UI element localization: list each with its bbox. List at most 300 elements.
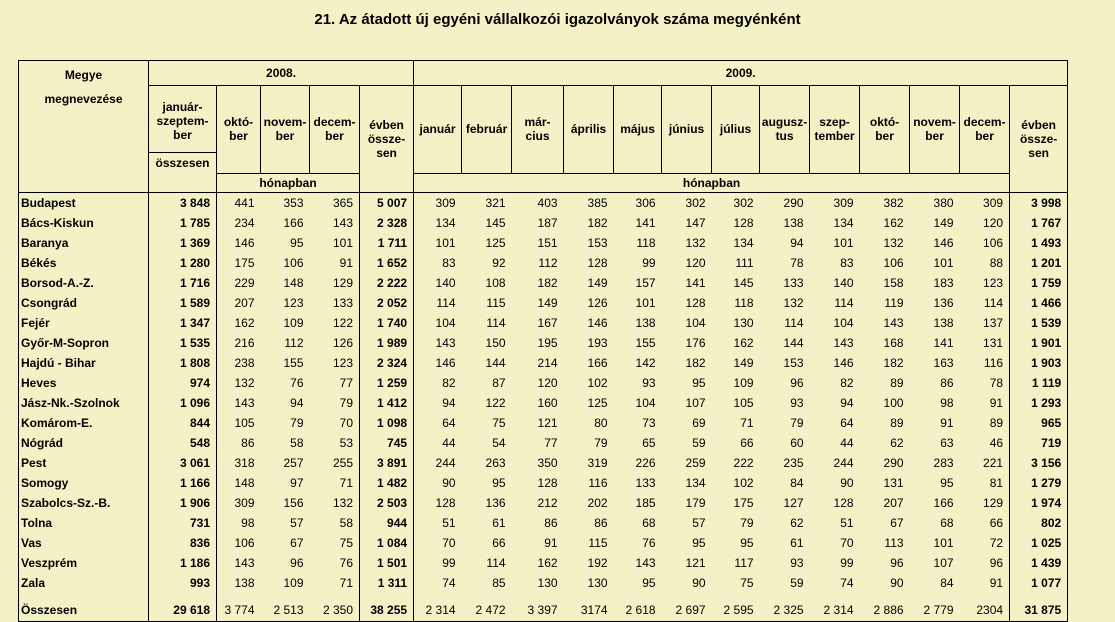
value-cell: 1 535: [149, 333, 217, 353]
value-cell: 57: [290, 515, 304, 530]
table-row: [19, 453, 1068, 473]
value-cell: 114: [486, 555, 506, 570]
value-cell: 844: [149, 413, 217, 433]
value-cell: 207: [883, 495, 904, 510]
value-cell: 70: [840, 535, 854, 550]
value-cell: 321: [485, 195, 506, 210]
month-2009-header: októ- ber: [860, 86, 910, 174]
year-total-cell: 1 759: [1010, 273, 1068, 293]
county-name: Szabolcs-Sz.-B.: [19, 493, 149, 513]
value-cell: 74: [840, 575, 854, 590]
value-cell: 58: [290, 435, 304, 450]
value-cell: 94: [442, 395, 456, 410]
value-cell: 234: [234, 215, 255, 230]
year-total-cell: 1 501: [360, 553, 414, 573]
year-total-cell: 1 311: [360, 573, 414, 593]
value-cell: 95: [642, 575, 656, 590]
value-cell: 238: [234, 355, 255, 370]
value-cell: 74: [442, 575, 456, 590]
value-cell: 290: [883, 455, 904, 470]
table-row: [19, 253, 1068, 273]
value-cell: 114: [834, 295, 854, 310]
value-cell: 148: [283, 275, 304, 290]
value-cell: 104: [685, 315, 706, 330]
value-cell: 993: [149, 573, 217, 593]
month-2009-header: augusz- tus: [760, 86, 810, 174]
value-cell: 89: [960, 413, 1010, 433]
value-cell: 143: [635, 555, 656, 570]
value-cell: 86: [241, 435, 255, 450]
year-total-cell: 1 279: [1010, 473, 1068, 493]
value-cell: 101: [310, 233, 360, 253]
value-cell: 1 347: [149, 313, 217, 333]
data-table-container: [18, 60, 1068, 622]
value-cell: 132: [234, 375, 255, 390]
value-cell: 143: [310, 213, 360, 233]
value-cell: 141: [933, 335, 954, 350]
year-total-cell: 1 466: [1010, 293, 1068, 313]
year-total-cell: 1 901: [1010, 333, 1068, 353]
year-total-cell: 1 740: [360, 313, 414, 333]
value-cell: 85: [492, 575, 506, 590]
value-cell: 71: [310, 473, 360, 493]
county-name: Zala: [19, 573, 149, 593]
county-name: Tolna: [19, 513, 149, 533]
value-cell: 120: [685, 255, 706, 270]
value-cell: 2 697: [662, 593, 712, 622]
year-total-cell: 3 891: [360, 453, 414, 473]
value-cell: 126: [587, 295, 608, 310]
value-cell: 75: [492, 415, 506, 430]
year-total-cell: 1 098: [360, 413, 414, 433]
value-cell: 3174: [564, 593, 614, 622]
value-cell: 120: [960, 213, 1010, 233]
year-total-cell: 1 077: [1010, 573, 1068, 593]
value-cell: 226: [635, 455, 656, 470]
year-total-cell: 38 255: [360, 593, 414, 622]
value-cell: 2 314: [810, 593, 860, 622]
value-cell: 106: [960, 233, 1010, 253]
value-cell: 91: [940, 415, 954, 430]
jan-sep-total-header: összesen: [149, 153, 217, 174]
value-cell: 111: [735, 255, 754, 270]
value-cell: 113: [884, 535, 904, 550]
county-header: Megye megnevezése: [19, 61, 149, 193]
value-cell: 60: [790, 435, 804, 450]
value-cell: 70: [310, 413, 360, 433]
county-name: Csongrád: [19, 293, 149, 313]
value-cell: 175: [733, 495, 754, 510]
value-cell: 143: [234, 555, 255, 570]
value-cell: 244: [833, 455, 854, 470]
value-cell: 109: [733, 375, 754, 390]
value-cell: 166: [283, 215, 304, 230]
value-cell: 75: [310, 533, 360, 553]
value-cell: 106: [234, 535, 255, 550]
value-cell: 86: [544, 515, 558, 530]
value-cell: 90: [890, 575, 904, 590]
value-cell: 156: [283, 495, 304, 510]
value-cell: 163: [933, 355, 954, 370]
value-cell: 2 886: [860, 593, 910, 622]
value-cell: 259: [685, 455, 706, 470]
value-cell: 1 186: [149, 553, 217, 573]
table-row: [19, 273, 1068, 293]
value-cell: 112: [538, 255, 558, 270]
value-cell: 146: [587, 315, 608, 330]
value-cell: 123: [283, 295, 304, 310]
value-cell: 175: [234, 255, 255, 270]
month-2009-header: június: [662, 86, 712, 174]
value-cell: 69: [692, 415, 706, 430]
value-cell: 2 472: [462, 593, 512, 622]
value-cell: 187: [537, 215, 558, 230]
value-cell: 78: [960, 373, 1010, 393]
value-cell: 309: [435, 195, 456, 210]
year-total-cell: 2 052: [360, 293, 414, 313]
value-cell: 143: [833, 335, 854, 350]
value-cell: 121: [537, 415, 558, 430]
value-cell: 1 096: [149, 393, 217, 413]
value-cell: 182: [587, 215, 608, 230]
year-total-cell: 965: [1010, 413, 1068, 433]
value-cell: 93: [790, 395, 804, 410]
value-cell: 91: [310, 253, 360, 273]
table-row: [19, 533, 1068, 553]
value-cell: 138: [933, 315, 954, 330]
value-cell: 127: [783, 495, 804, 510]
value-cell: 94: [790, 235, 804, 250]
value-cell: 153: [587, 235, 608, 250]
value-cell: 108: [485, 275, 506, 290]
county-name: Borsod-A.-Z.: [19, 273, 149, 293]
table-row: [19, 293, 1068, 313]
table-row: [19, 313, 1068, 333]
value-cell: 118: [734, 295, 754, 310]
year-total-cell: 944: [360, 513, 414, 533]
value-cell: 95: [692, 375, 706, 390]
value-cell: 96: [290, 555, 304, 570]
value-cell: 134: [733, 235, 754, 250]
value-cell: 114: [784, 315, 804, 330]
year-total-cell: 1 259: [360, 373, 414, 393]
value-cell: 121: [685, 555, 706, 570]
table-row: [19, 493, 1068, 513]
value-cell: 116: [960, 353, 1010, 373]
value-cell: 71: [740, 415, 754, 430]
value-cell: 836: [149, 533, 217, 553]
value-cell: 109: [283, 315, 304, 330]
value-cell: 119: [884, 295, 904, 310]
value-cell: 1 716: [149, 273, 217, 293]
value-cell: 122: [310, 313, 360, 333]
value-cell: 29 618: [149, 593, 217, 622]
value-cell: 61: [790, 535, 804, 550]
value-cell: 193: [587, 335, 608, 350]
value-cell: 302: [685, 195, 706, 210]
value-cell: 123: [310, 353, 360, 373]
value-cell: 131: [883, 475, 904, 490]
value-cell: 118: [636, 235, 656, 250]
year-total-cell: 2 324: [360, 353, 414, 373]
value-cell: 101: [933, 535, 954, 550]
value-cell: 98: [241, 515, 255, 530]
year-total-cell: 1 293: [1010, 393, 1068, 413]
value-cell: 319: [587, 455, 608, 470]
value-cell: 138: [635, 315, 656, 330]
value-cell: 179: [685, 495, 706, 510]
year-total-cell: 2 503: [360, 493, 414, 513]
value-cell: 96: [890, 555, 904, 570]
value-cell: 158: [883, 275, 904, 290]
county-name: Bács-Kiskun: [19, 213, 149, 233]
table-row: [19, 553, 1068, 573]
value-cell: 167: [537, 315, 558, 330]
value-cell: 131: [960, 333, 1010, 353]
table-row: [19, 413, 1068, 433]
value-cell: 146: [833, 355, 854, 370]
value-cell: 94: [290, 395, 304, 410]
value-cell: 128: [685, 295, 706, 310]
value-cell: 182: [883, 355, 904, 370]
value-cell: 136: [933, 295, 954, 310]
value-cell: 76: [642, 535, 656, 550]
value-cell: 95: [740, 535, 754, 550]
county-name: Összesen: [19, 593, 149, 622]
value-cell: 166: [587, 355, 608, 370]
value-cell: 126: [310, 333, 360, 353]
value-cell: 133: [783, 275, 804, 290]
value-cell: 162: [883, 215, 904, 230]
value-cell: 128: [733, 215, 754, 230]
value-cell: 66: [492, 535, 506, 550]
value-cell: 142: [635, 355, 656, 370]
value-cell: 133: [635, 475, 656, 490]
value-cell: 148: [234, 475, 255, 490]
value-cell: 90: [692, 575, 706, 590]
value-cell: 143: [435, 335, 456, 350]
value-cell: 132: [685, 235, 706, 250]
year-total-cell: 3 156: [1010, 453, 1068, 473]
year-total-cell: 1 767: [1010, 213, 1068, 233]
value-cell: 283: [933, 455, 954, 470]
value-cell: 87: [492, 375, 506, 390]
value-cell: 146: [933, 235, 954, 250]
value-cell: 353: [283, 195, 304, 210]
value-cell: 2 513: [261, 593, 310, 622]
value-cell: 130: [537, 575, 558, 590]
value-cell: 130: [587, 575, 608, 590]
table-row: [19, 373, 1068, 393]
value-cell: 141: [635, 215, 656, 230]
value-cell: 2 350: [310, 593, 360, 622]
honapban-2009-label: hónapban: [414, 173, 1010, 192]
value-cell: 44: [840, 435, 854, 450]
value-cell: 214: [537, 355, 558, 370]
value-cell: 95: [290, 235, 304, 250]
value-cell: 66: [740, 435, 754, 450]
year-total-cell: 1 903: [1010, 353, 1068, 373]
value-cell: 95: [940, 475, 954, 490]
value-cell: 129: [310, 273, 360, 293]
value-cell: 2 779: [910, 593, 960, 622]
value-cell: 46: [960, 433, 1010, 453]
value-cell: 548: [149, 433, 217, 453]
value-cell: 192: [587, 555, 608, 570]
value-cell: 140: [435, 275, 456, 290]
value-cell: 101: [833, 235, 854, 250]
value-cell: 182: [537, 275, 558, 290]
county-name: Budapest: [19, 192, 149, 213]
year-total-cell: 1 439: [1010, 553, 1068, 573]
value-cell: 182: [685, 355, 706, 370]
value-cell: 150: [485, 335, 506, 350]
value-cell: 61: [492, 515, 506, 530]
value-cell: 77: [310, 373, 360, 393]
value-cell: 3 061: [149, 453, 217, 473]
value-cell: 107: [933, 555, 954, 570]
value-cell: 1 280: [149, 253, 217, 273]
page-title: 21. Az átadott új egyéni vállalkozói igazolványok száma megyénként: [314, 11, 801, 28]
value-cell: 86: [594, 515, 608, 530]
value-cell: 83: [442, 255, 456, 270]
month-2009-header: április: [564, 86, 614, 174]
value-cell: 81: [960, 473, 1010, 493]
value-cell: 137: [960, 313, 1010, 333]
value-cell: 101: [635, 295, 656, 310]
county-name: Nógrád: [19, 433, 149, 453]
value-cell: 162: [537, 555, 558, 570]
value-cell: 136: [485, 495, 506, 510]
value-cell: 90: [442, 475, 456, 490]
value-cell: 101: [933, 255, 954, 270]
year-total-cell: 1 493: [1010, 233, 1068, 253]
value-cell: 104: [833, 315, 854, 330]
value-cell: 1 166: [149, 473, 217, 493]
year-total-2009-header: évben össze- sen: [1010, 86, 1068, 193]
value-cell: 128: [587, 255, 608, 270]
county-name: Veszprém: [19, 553, 149, 573]
value-cell: 140: [833, 275, 854, 290]
value-cell: 143: [234, 395, 255, 410]
value-cell: 1 369: [149, 233, 217, 253]
value-cell: 149: [933, 215, 954, 230]
value-cell: 216: [234, 335, 255, 350]
value-cell: 79: [310, 393, 360, 413]
value-cell: 115: [588, 535, 608, 550]
county-name: Fejér: [19, 313, 149, 333]
year-2009-header: 2009.: [414, 61, 1068, 86]
value-cell: 99: [840, 555, 854, 570]
value-cell: 114: [436, 295, 456, 310]
value-cell: 68: [940, 515, 954, 530]
value-cell: 123: [960, 273, 1010, 293]
year-total-cell: 5 007: [360, 192, 414, 213]
table-row: [19, 473, 1068, 493]
value-cell: 59: [790, 575, 804, 590]
value-cell: 138: [234, 575, 255, 590]
value-cell: 107: [685, 395, 706, 410]
month-2009-header: május: [614, 86, 662, 174]
value-cell: 92: [492, 255, 506, 270]
month-2009-header: február: [462, 86, 512, 174]
county-name: Baranya: [19, 233, 149, 253]
value-cell: 93: [790, 555, 804, 570]
value-cell: 91: [960, 393, 1010, 413]
value-cell: 162: [234, 315, 255, 330]
value-cell: 66: [960, 513, 1010, 533]
value-cell: 79: [740, 515, 754, 530]
value-cell: 51: [442, 515, 456, 530]
value-cell: 64: [840, 415, 854, 430]
year-total-cell: 1 025: [1010, 533, 1068, 553]
value-cell: 128: [537, 475, 558, 490]
month-2008-header: decem- ber: [310, 86, 360, 174]
value-cell: 96: [790, 375, 804, 390]
month-2008-header: októ- ber: [217, 86, 261, 174]
year-total-cell: 1 989: [360, 333, 414, 353]
value-cell: 71: [310, 573, 360, 593]
table-row: [19, 192, 1068, 213]
value-cell: 302: [733, 195, 754, 210]
value-cell: 73: [642, 415, 656, 430]
value-cell: 146: [435, 355, 456, 370]
value-cell: 95: [492, 475, 506, 490]
value-cell: 53: [310, 433, 360, 453]
value-cell: 91: [544, 535, 558, 550]
value-cell: 99: [642, 255, 656, 270]
value-cell: 44: [442, 435, 456, 450]
value-cell: 133: [310, 293, 360, 313]
value-cell: 244: [435, 455, 456, 470]
value-cell: 350: [537, 455, 558, 470]
value-cell: 102: [587, 375, 608, 390]
year-total-cell: 1 539: [1010, 313, 1068, 333]
month-2009-header: szep- tember: [810, 86, 860, 174]
value-cell: 84: [940, 575, 954, 590]
value-cell: 162: [733, 335, 754, 350]
value-cell: 105: [733, 395, 754, 410]
value-cell: 75: [740, 575, 754, 590]
value-cell: 84: [790, 475, 804, 490]
county-name: Heves: [19, 373, 149, 393]
value-cell: 62: [790, 515, 804, 530]
value-cell: 263: [485, 455, 506, 470]
value-cell: 160: [537, 395, 558, 410]
value-cell: 385: [587, 195, 608, 210]
year-total-cell: 745: [360, 433, 414, 453]
value-cell: 54: [492, 435, 506, 450]
year-total-cell: 3 998: [1010, 192, 1068, 213]
value-cell: 147: [685, 215, 706, 230]
value-cell: 93: [642, 375, 656, 390]
table-row: [19, 573, 1068, 593]
table-row: [19, 513, 1068, 533]
value-cell: 59: [692, 435, 706, 450]
value-cell: 222: [733, 455, 754, 470]
value-cell: 51: [840, 515, 854, 530]
value-cell: 88: [960, 253, 1010, 273]
value-cell: 134: [435, 215, 456, 230]
value-cell: 1 785: [149, 213, 217, 233]
value-cell: 78: [790, 255, 804, 270]
value-cell: 83: [840, 255, 854, 270]
value-cell: 112: [284, 335, 304, 350]
table-row: [19, 233, 1068, 253]
value-cell: 149: [537, 295, 558, 310]
value-cell: 79: [790, 415, 804, 430]
value-cell: 70: [442, 535, 456, 550]
